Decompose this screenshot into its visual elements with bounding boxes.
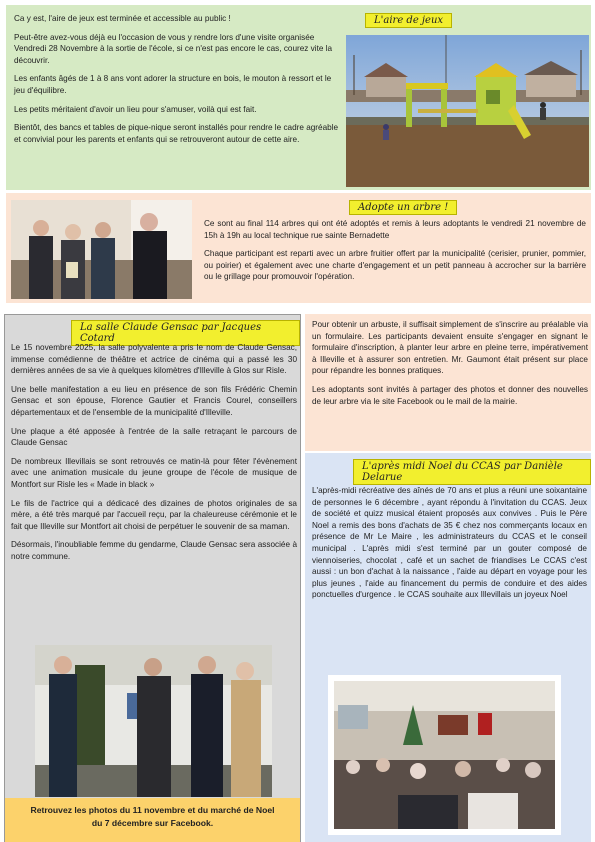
- ccas-party-photo: [328, 675, 561, 835]
- paragraph: De nombreux Illevillais se sont retrouvés ce matin-là pour fêter l'évènement avec une animation musicale du jeune groupe de l'école de musique de Montfort sur Risle les « Made in black »: [11, 456, 297, 489]
- paragraph: Le 15 novembre 2025, la salle polyvalente a pris le nom de Claude Gensac, immense comédienne de théâtre et actrice de cinéma qui a passé les 30 dernières années de sa vie à quelques kilomètres d'Illeville à Glos sur Risle.: [11, 343, 297, 376]
- section-title: L'après midi Noel du CCAS par Danièle Delarue: [353, 459, 591, 485]
- tree-adoption-photo: [11, 200, 192, 299]
- ccas-text: [312, 485, 587, 608]
- tree-adoption-section: [6, 193, 591, 303]
- section-title: L'aire de jeux: [365, 13, 452, 28]
- paragraph: Une belle manifestation a eu lieu en présence de son fils Frédéric Chemin Gensac et son épouse, Florence Gautier et Francis Courel, conseillers départementaux et de l'ensemble de la municipalité d'Illeville.: [11, 384, 297, 417]
- playground-section: [6, 5, 591, 190]
- tree-adoption-continued-text: [312, 319, 588, 414]
- paragraph: Chaque participant est reparti avec un arbre fruitier offert par la municipalité (cerisier, prunier, pommier, ou poirier) et également avec une charte d'engagement et un petit panneau à accrocher sur la barrière ou le grillage pour promouvoir l'opération.: [204, 249, 586, 282]
- notice-line: du 7 décembre sur Facebook.: [91, 818, 214, 828]
- paragraph: Les adoptants sont invités à partager des photos et donner des nouvelles de leur arbre via le site Facebook ou le mail de la mairie.: [312, 384, 588, 406]
- paragraph: Les enfants âgés de 1 à 8 ans vont adorer la structure en bois, le mouton à ressort et le jeu d'équilibre.: [14, 74, 332, 95]
- paragraph: Le fils de l'actrice qui a dédicacé des dizaines de photos originales de sa mère, a été très marqué par l'accueil reçu, par la chaleureuse cérémonie et le fait que Illeville sur Montfort ait choisi de perpétuer le souvenir de sa maman.: [11, 498, 297, 531]
- paragraph: Ca y est, l'aire de jeux est terminée et accessible au public !: [14, 14, 231, 23]
- hall-naming-text: [11, 342, 297, 570]
- facebook-photos-notice: [5, 798, 300, 842]
- playground-text: [14, 13, 341, 152]
- section-title: La salle Claude Gensac par Jacques Cotard: [71, 320, 300, 346]
- paragraph: Les petits méritaient d'avoir un lieu pour s'amuser, voilà qui est fait.: [14, 104, 257, 114]
- section-title: Adopte un arbre !: [349, 200, 457, 215]
- hall-naming-photo: [35, 645, 272, 797]
- hall-naming-section: [4, 314, 301, 842]
- paragraph: Ce sont au final 114 arbres qui ont été adoptés et remis à leurs adoptants le vendredi 21 novembre de 15h à 19h au local technique rue sainte Bernadette: [204, 219, 586, 240]
- tree-adoption-continued: [305, 314, 591, 451]
- ccas-christmas-section: [305, 453, 591, 842]
- paragraph: Une plaque a été apposée à l'entrée de la salle retraçant le parcours de Claude Gensac: [11, 426, 297, 448]
- tree-adoption-text: [204, 218, 586, 290]
- notice-line: Retrouvez les photos du 11 novembre et du marché de Noel: [30, 805, 275, 815]
- paragraph: L'après-midi récréative des aînés de 70 ans et plus a réuni une soixantaine de personnes le 6 décembre , ayant répondu à l'invitation du CCAS. Jeux de société et quizz musical étaient proposés aux convives . Puis le Père Noel a remis des bons d'achats de 35 € chez nos commerçants locaux en présence de Mr Le Maire , les administrateurs du CCAS et le conseil municipal . L'après midi s'est terminé par un gouter composé de viennoiseries, chocolat , café et un sachet de friandises Le CCAS c'est aussi : un bon d'achat à la naissance , l'aide au départ en voyage pour les plus jeunes , l'aide au financement du permis de conduire et des aides ponctuelles d'urgence . le CCAS souhaite aux Illevillais un joyeux Noel: [312, 486, 587, 600]
- paragraph: Pour obtenir un arbuste, il suffisait simplement de s'inscrire au préalable via un formulaire. Les participants devaient ensuite s'engager en signant le formulaire d'inscription, à planter leur arbre en pleine terre, impérativement à Illeville et à assurer son entretien. Mr. Gaumont était présent sur place pour répandre les bonnes pratiques.: [312, 320, 588, 376]
- paragraph: Bientôt, des bancs et tables de pique-nique seront installés pour rendre le cadre agréable et convivial pour les parents et enfants qui se retrouveront autour de cette aire.: [14, 123, 339, 144]
- paragraph: Peut-être avez-vous déjà eu l'occasion de vous y rendre lors d'une visite organisée Vendredi 28 Novembre à la sortie de l'école, si ce n'est pas encore le cas, courez vite la découvrir.: [14, 32, 333, 65]
- paragraph: Désormais, l'inoubliable femme du gendarme, Claude Gensac sera associée à notre commune.: [11, 540, 297, 561]
- playground-photo: [346, 35, 589, 187]
